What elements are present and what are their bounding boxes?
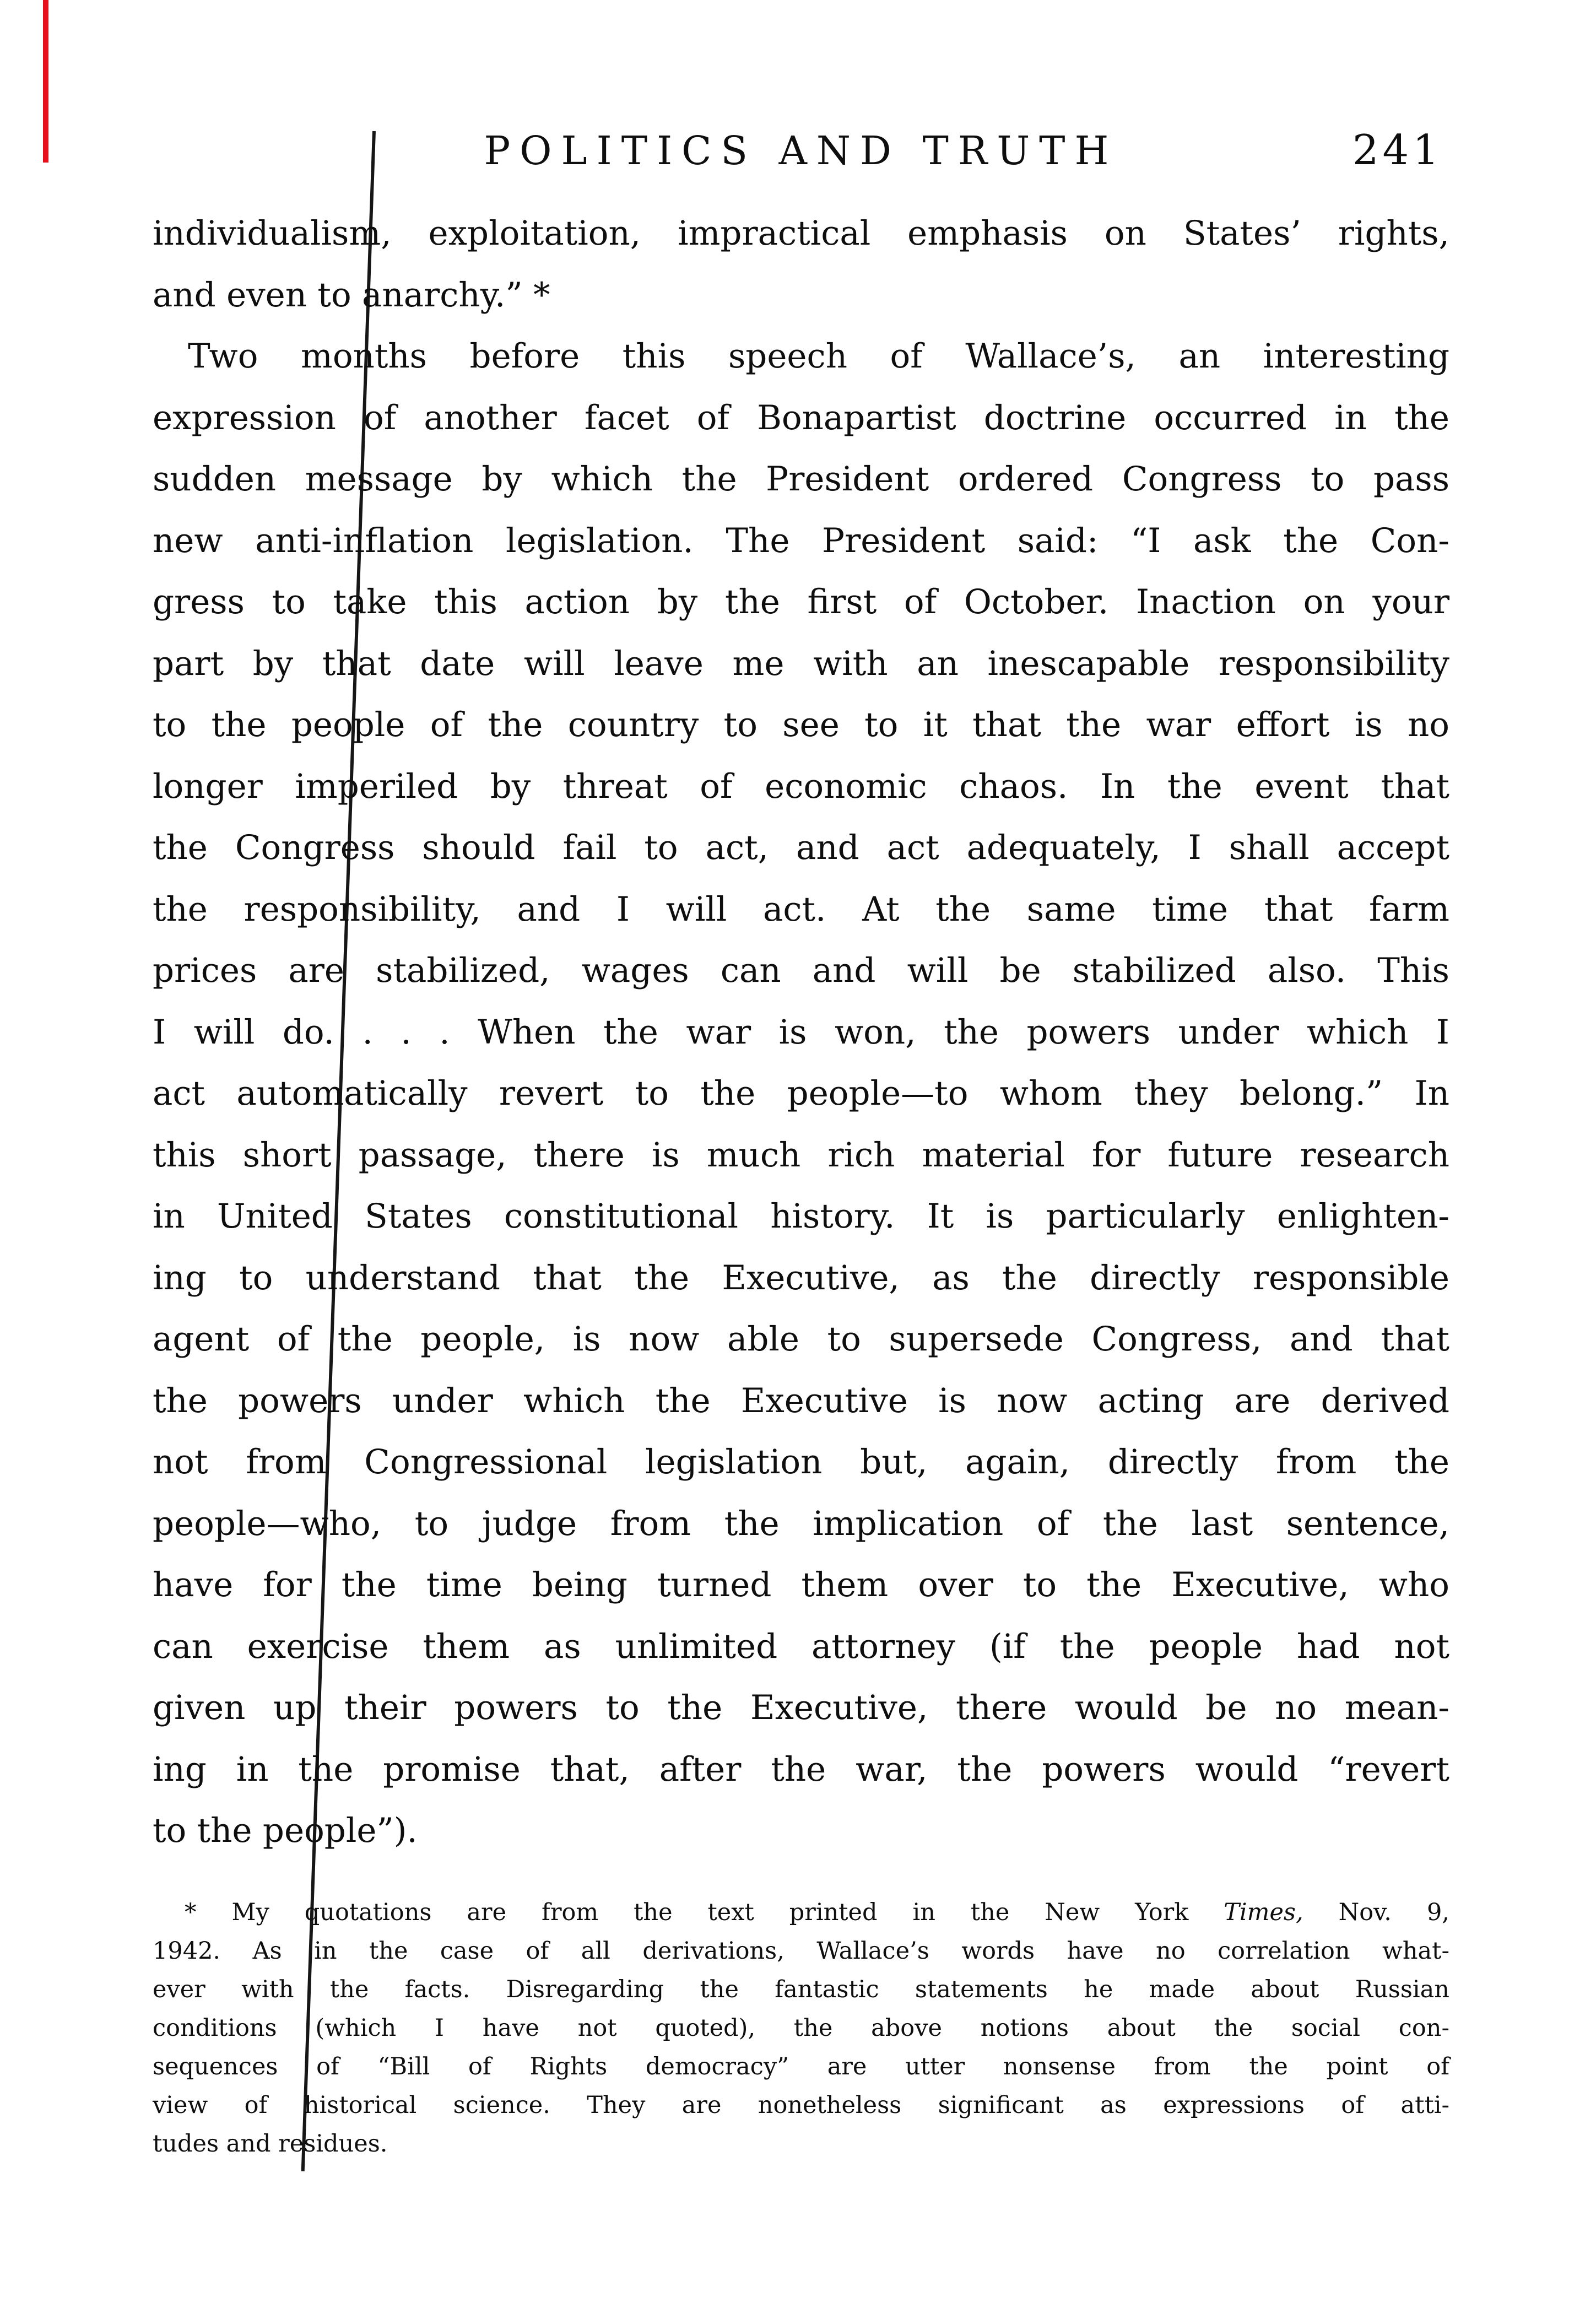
- body-line: gress to take this action by the first of October. Inaction on your: [153, 582, 1449, 621]
- footnote-line: 1942. As in the case of all derivations, Wallace’s words have no correlation what-: [153, 1937, 1449, 1965]
- body-line: Two months before this speech of Wallace’s, an interesting: [188, 337, 1449, 376]
- body-line: people—who, to judge from the implication of the last sentence,: [153, 1504, 1449, 1543]
- body-line: ing in the promise that, after the war, the powers would “revert: [153, 1749, 1449, 1789]
- footnote-line: * My quotations are from the text printed in the New York Times, Nov. 9,: [185, 1899, 1449, 1926]
- body-line: the powers under which the Executive is now acting are derived: [153, 1381, 1449, 1420]
- body-line: given up their powers to the Executive, there would be no mean-: [153, 1688, 1449, 1727]
- body-line: agent of the people, is now able to supersede Congress, and that: [153, 1320, 1449, 1359]
- body-line: act automatically revert to the people—to whom they belong.” In: [153, 1074, 1449, 1113]
- footnote-line: sequences of “Bill of Rights democracy” are utter nonsense from the point of: [153, 2053, 1449, 2080]
- body-line: the responsibility, and I will act. At the same time that farm: [153, 889, 1449, 929]
- footnote-line: tudes and residues.: [153, 2130, 388, 2158]
- red-margin-mark: [43, 0, 48, 163]
- body-line: to the people of the country to see to it that the war effort is no: [153, 705, 1449, 744]
- body-line: this short passage, there is much rich material for future research: [153, 1135, 1449, 1175]
- running-header: [153, 128, 1449, 183]
- running-header-title: POLITICS AND TRUTH: [484, 128, 1118, 174]
- body-line: to the people”).: [153, 1811, 418, 1850]
- footnote-line: conditions (which I have not quoted), the above notions about the social con-: [153, 2014, 1449, 2042]
- body-line: expression of another facet of Bonapartist doctrine occurred in the: [153, 398, 1449, 437]
- body-line: part by that date will leave me with an inescapable responsibility: [153, 644, 1449, 683]
- body-line: in United States constitutional history. It is particularly enlighten-: [153, 1197, 1449, 1236]
- body-line: have for the time being turned them over to the Executive, who: [153, 1565, 1449, 1604]
- body-text: [153, 203, 1449, 1862]
- body-line: individualism, exploitation, impractical emphasis on States’ rights,: [153, 214, 1449, 253]
- body-line: prices are stabilized, wages can and will be stabilized also. This: [153, 951, 1449, 990]
- body-line: and even to anarchy.” *: [153, 275, 550, 315]
- page-number: 241: [1352, 126, 1443, 174]
- footnote-line: view of historical science. They are nonetheless significant as expressions of atti-: [153, 2091, 1449, 2119]
- footnote-line: ever with the facts. Disregarding the fantastic statements he made about Russian: [153, 1976, 1449, 2003]
- body-line: new anti-inflation legislation. The President said: “I ask the Con-: [153, 521, 1449, 560]
- footnote: [153, 1893, 1449, 2163]
- body-line: the Congress should fail to act, and act adequately, I shall accept: [153, 828, 1449, 867]
- body-line: sudden message by which the President ordered Congress to pass: [153, 460, 1449, 499]
- body-line: not from Congressional legislation but, again, directly from the: [153, 1442, 1449, 1482]
- body-line: ing to understand that the Executive, as the directly responsible: [153, 1258, 1449, 1298]
- body-line: can exercise them as unlimited attorney (if the people had not: [153, 1626, 1449, 1666]
- body-line: longer imperiled by threat of economic chaos. In the event that: [153, 766, 1449, 806]
- body-line: I will do. . . . When the war is won, the powers under which I: [153, 1012, 1449, 1052]
